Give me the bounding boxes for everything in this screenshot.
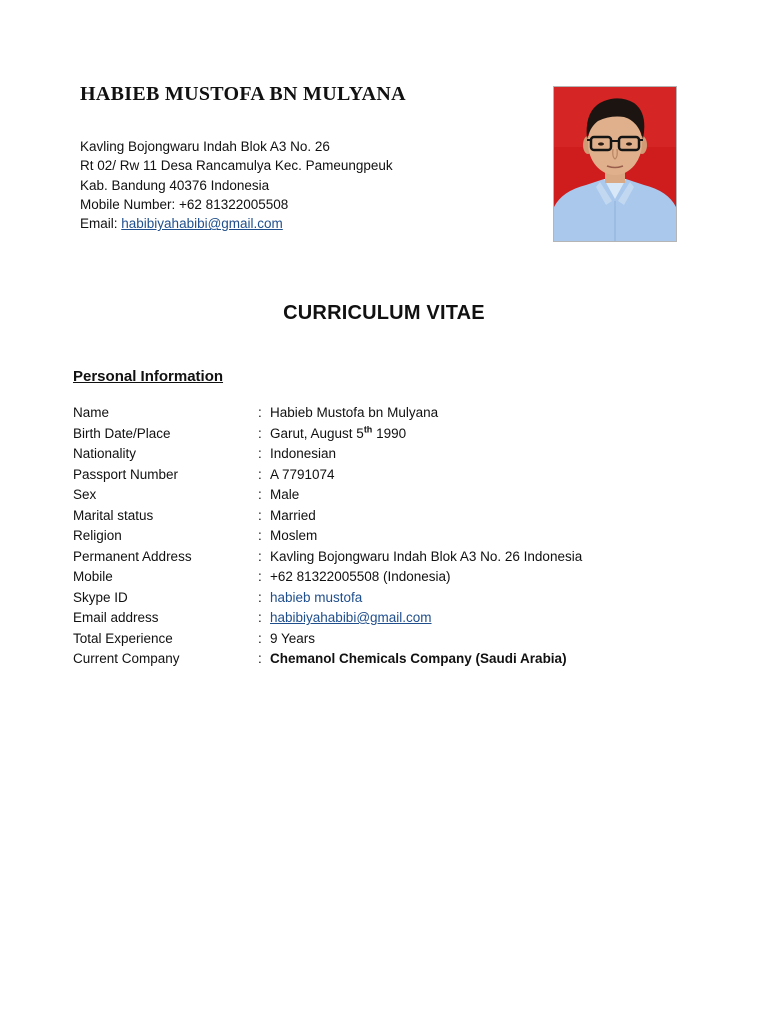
header-email-link[interactable]: habibiyahabibi@gmail.com: [121, 216, 283, 232]
applicant-name-heading: HABIEB MUSTOFA BN MULYANA: [80, 83, 406, 105]
personal-information-heading: Personal Information: [73, 368, 224, 385]
info-separator: :: [258, 548, 262, 564]
info-label: Permanent Address: [73, 548, 192, 564]
info-label: Sex: [73, 487, 97, 502]
info-label: Email address: [73, 610, 159, 625]
info-value: Habieb Mustofa bn Mulyana: [270, 405, 439, 420]
info-label: Name: [73, 405, 110, 420]
info-separator: :: [258, 569, 262, 584]
info-label: Religion: [73, 528, 122, 543]
email-label: Email:: [80, 216, 122, 232]
info-value: Kavling Bojongwaru Indah Blok A3 No. 26 Indonesia: [270, 548, 583, 564]
info-label: Birth Date/Place: [73, 425, 171, 441]
info-email-link[interactable]: habibiyahabibi@gmail.com: [270, 610, 432, 625]
info-value: +62 81322005508 (Indonesia): [270, 569, 451, 584]
info-separator: :: [258, 425, 262, 441]
info-value: 9 Years: [270, 630, 316, 646]
info-separator: :: [258, 651, 262, 666]
info-separator: :: [258, 446, 262, 461]
info-label: Skype ID: [73, 589, 128, 605]
cv-title: CURRICULUM VITAE: [283, 302, 485, 324]
info-value: [270, 424, 406, 445]
info-separator: :: [258, 610, 262, 625]
info-label: Mobile: [73, 569, 113, 584]
profile-photo: [554, 87, 676, 241]
email-line: [80, 214, 393, 233]
info-separator: :: [258, 630, 262, 646]
info-value: A 7791074: [270, 466, 335, 482]
address-line-2: Rt 02/ Rw 11 Desa Rancamulya Kec. Pameungpeuk: [80, 158, 393, 174]
info-separator: :: [258, 507, 262, 523]
info-separator: :: [258, 487, 262, 502]
info-label: Total Experience: [73, 630, 173, 646]
info-label: Nationality: [73, 446, 137, 461]
info-value: Moslem: [270, 528, 318, 543]
contact-block: [80, 137, 393, 233]
ordinal-superscript: th: [363, 424, 373, 434]
skype-id-value: habieb mustofa: [270, 589, 363, 605]
profile-photo-image: [554, 87, 676, 241]
info-separator: :: [258, 466, 262, 482]
info-separator: :: [258, 589, 262, 605]
info-separator: :: [258, 405, 262, 420]
current-company-value: Chemanol Chemicals Company (Saudi Arabia): [270, 651, 567, 666]
info-value: Indonesian: [270, 446, 337, 461]
info-label: Current Company: [73, 651, 180, 666]
birth-date-suffix: 1990: [372, 425, 407, 441]
info-label: Passport Number: [73, 466, 179, 482]
mobile-number-line: Mobile Number: +62 81322005508: [80, 196, 289, 212]
address-line-1: Kavling Bojongwaru Indah Blok A3 No. 26: [80, 139, 330, 154]
info-value: Male: [270, 487, 300, 502]
birth-date-prefix: Garut, August 5: [270, 425, 364, 441]
info-label: Marital status: [73, 507, 154, 523]
address-line-3: Kab. Bandung 40376 Indonesia: [80, 177, 270, 193]
info-value: Married: [270, 507, 316, 523]
info-separator: :: [258, 528, 262, 543]
